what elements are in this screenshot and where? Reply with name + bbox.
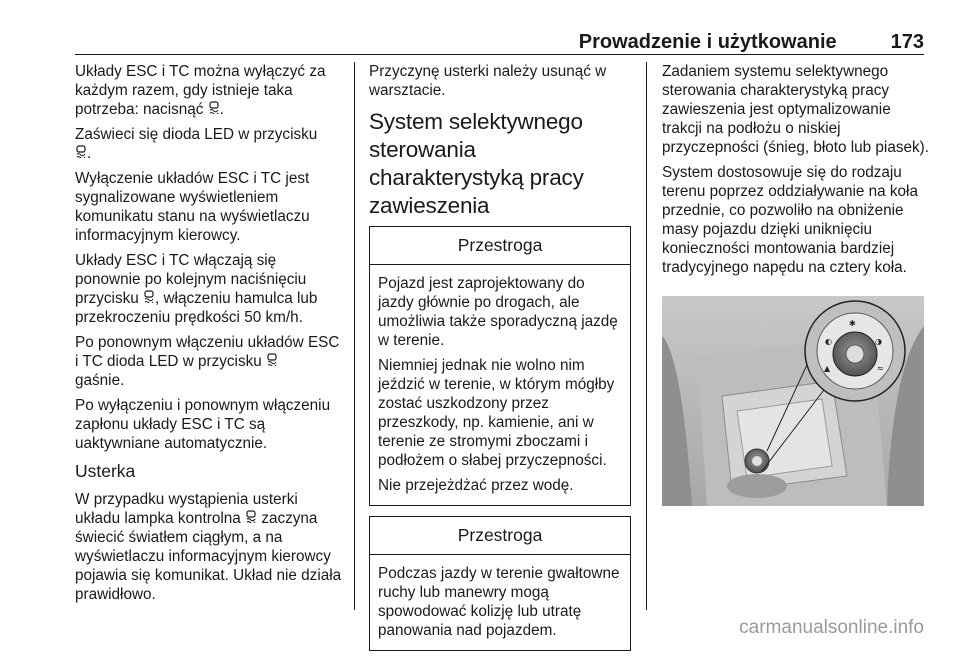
- caution-title: Przestroga: [370, 227, 630, 265]
- svg-text:✱: ✱: [849, 319, 856, 328]
- section-heading: System selektywnego sterowania charakterystyką pracy zawieszenia: [369, 109, 584, 218]
- svg-text:▲: ▲: [824, 364, 831, 373]
- esc-off-car-skid-icon: [208, 100, 220, 119]
- paragraph: Przyczynę usterki należy usunąć w warsztacie.: [369, 63, 607, 99]
- paragraph: Zaświeci się dioda LED w przycisku .: [75, 126, 318, 162]
- esc-off-car-skid-icon: [143, 289, 155, 308]
- section-heading: Usterka: [75, 461, 136, 481]
- caution-body: [370, 555, 630, 650]
- paragraph: Pojazd jest zaprojektowany do jazdy głównie po drogach, ale umożliwia także sporadyczną jazdę w terenie.: [378, 275, 618, 349]
- esc-warning-lamp-icon: [245, 509, 257, 528]
- section-title: Prowadzenie i użytkowanie: [578, 31, 837, 53]
- console-drawing: [662, 296, 924, 506]
- svg-text:≈: ≈: [877, 364, 884, 373]
- caution-box: [369, 226, 631, 506]
- paragraph: Układy ESC i TC można wyłączyć za każdym razem, gdy istnieje taka potrzeba: nacisnąć .: [75, 63, 326, 118]
- watermark: carmanualsonline.info: [739, 617, 924, 638]
- paragraph: Wyłączenie układów ESC i TC jest sygnalizowane wyświetleniem komunikatu stanu na wyświetlaczu informacyjnym kierowcy.: [75, 170, 310, 244]
- esc-off-car-skid-icon: [75, 144, 87, 163]
- paragraph: Podczas jazdy w terenie gwałtowne ruchy lub manewry mogą spowodować kolizję lub utratę panowania nad pojazdem.: [378, 565, 620, 639]
- paragraph: Układy ESC i TC włączają się ponownie po kolejnym naciśnięciu przycisku , włączeniu hamulca lub przekroczeniu prędkości 50 km/h.: [75, 252, 318, 326]
- page-number: 173: [890, 31, 924, 53]
- column-3: [662, 62, 932, 283]
- column-divider: [354, 62, 355, 610]
- paragraph: Po ponownym włączeniu układów ESC i TC dioda LED w przycisku gaśnie.: [75, 334, 340, 389]
- page-header: [75, 20, 924, 54]
- paragraph: W przypadku wystąpienia usterki układu lampka kontrolna zaczyna świecić światłem ciągłym, a na wyświetlaczu informacyjnym kierowcy pojawia się komunikat. Układ nie działa prawidłowo.: [75, 491, 342, 603]
- svg-text:◑: ◑: [875, 337, 882, 346]
- paragraph: Nie przejeżdżać przez wodę.: [378, 477, 574, 494]
- header-divider: [75, 54, 924, 55]
- svg-text:◐: ◐: [825, 337, 832, 346]
- console-illustration: [662, 296, 924, 506]
- paragraph: Zadaniem systemu selektywnego sterowania charakterystyką pracy zawieszenia jest optymalizowanie trakcji na podłożu o niskiej przyczepności (śnieg, błoto lub piasek).: [662, 63, 929, 156]
- paragraph: Po wyłączeniu i ponownym włączeniu zapłonu układy ESC i TC są uaktywniane automatycznie.: [75, 397, 331, 452]
- column-divider: [646, 62, 647, 610]
- caution-body: [370, 265, 630, 505]
- paragraph: System dostosowuje się do rodzaju terenu poprzez oddziaływanie na koła przednie, co pozwoliło na obniżenie masy pojazdu dzięki uniknięciu konieczności montowania bardziej tradycyjnego napędu na cztery koła.: [662, 164, 918, 276]
- caution-box: [369, 516, 631, 651]
- column-2: [369, 62, 631, 661]
- paragraph: Niemniej jednak nie wolno nim jeździć w terenie, w którym mógłby zostać uszkodzony przez przeszkody, np. kamienie, ani w terenie ze stromymi zboczami i podłożem o słabej przyczepności.: [378, 357, 615, 469]
- column-1: [75, 62, 345, 610]
- esc-off-car-skid-icon: [266, 352, 278, 371]
- caution-title: Przestroga: [370, 517, 630, 555]
